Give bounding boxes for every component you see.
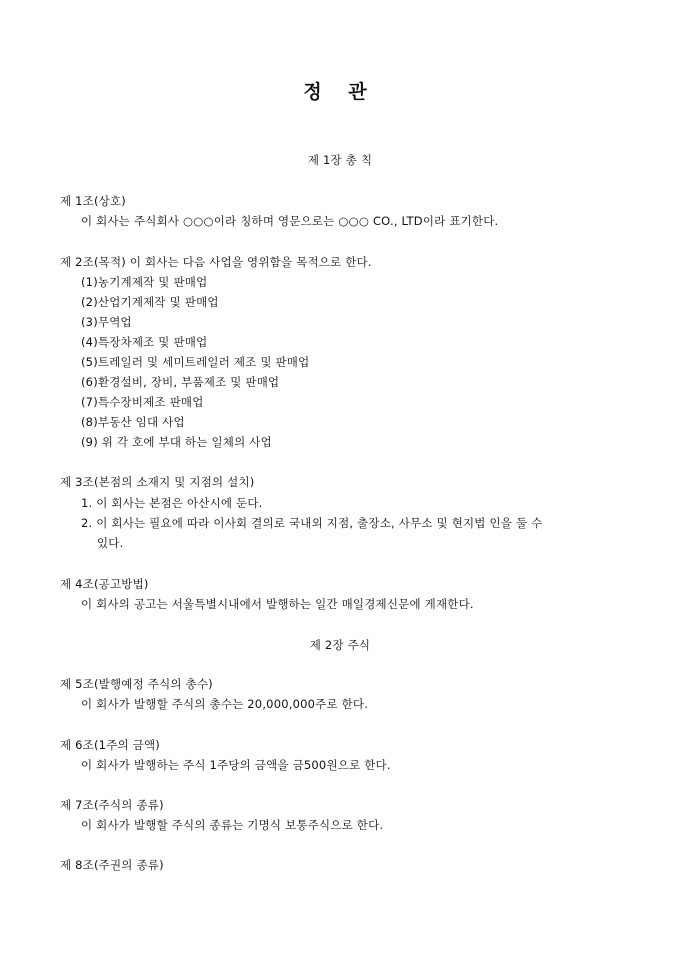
article-7-heading: 제 7조(주식의 종류) (60, 798, 164, 812)
article-2-item: (9) 위 각 호에 부대 하는 일체의 사업 (81, 435, 272, 449)
article-3-item-continuation: 있다. (97, 536, 124, 550)
article-2-item: (1)농기계제작 및 판매업 (81, 275, 208, 289)
article-3-item: 1. 이 회사는 본점은 아산시에 둔다. (81, 496, 263, 510)
article-2-item: (2)산업기계제작 및 판매업 (81, 295, 219, 309)
article-1-heading: 제 1조(상호) (60, 194, 126, 208)
document-title: 정 관 (303, 81, 377, 103)
article-4-body: 이 회사의 공고는 서울특별시내에서 발행하는 일간 매일경제신문에 게재한다. (81, 597, 474, 611)
article-7-body: 이 회사가 발행할 주식의 종류는 기명식 보통주식으로 한다. (81, 818, 384, 832)
article-5-body: 이 회사가 발행할 주식의 총수는 20,000,000주로 한다. (81, 697, 369, 711)
chapter-1-heading: 제 1장 총 칙 (307, 153, 373, 167)
article-2-item: (7)특수장비제조 판매업 (81, 395, 204, 409)
article-2-item: (8)부동산 임대 사업 (81, 415, 185, 429)
article-6-heading: 제 6조(1주의 금액) (60, 738, 160, 752)
article-2-item: (6)환경설비, 장비, 부품제조 및 판매업 (81, 375, 280, 389)
article-8-heading: 제 8조(주권의 종류) (60, 858, 164, 872)
article-3-item: 2. 이 회사는 필요에 따라 이사회 결의로 국내외 지점, 출장소, 사무소 및 현지법 인을 둘 수 (81, 516, 543, 530)
article-5-heading: 제 5조(발행예정 주식의 총수) (60, 677, 213, 691)
article-2-heading: 제 2조(목적) 이 회사는 다음 사업을 영위함을 목적으로 한다. (60, 255, 372, 269)
article-1-body: 이 회사는 주식회사 ○○○이라 칭하며 영문으로는 ○○○ CO., LTD이라 표기한다. (81, 214, 499, 228)
article-6-body: 이 회사가 발행하는 주식 1주당의 금액을 금500원으로 한다. (81, 758, 391, 772)
article-2-item: (3)무역업 (81, 315, 132, 329)
chapter-2-heading: 제 2장 주식 (309, 638, 371, 652)
article-2-item: (5)트레일러 및 세미트레일러 제조 및 판매업 (81, 355, 310, 369)
article-3-heading: 제 3조(본점의 소재지 및 지점의 설치) (60, 475, 255, 489)
article-2-item: (4)특장차제조 및 판매업 (81, 335, 208, 349)
article-4-heading: 제 4조(공고방법) (60, 577, 149, 591)
